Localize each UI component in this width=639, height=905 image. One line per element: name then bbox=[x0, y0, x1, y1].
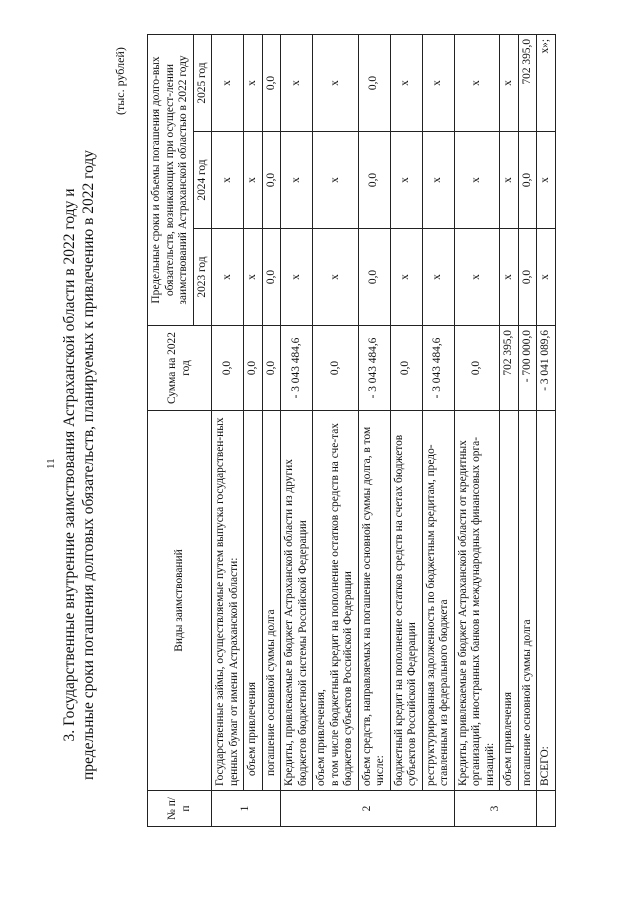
header-row bbox=[148, 34, 194, 826]
borrowings-table bbox=[147, 34, 556, 827]
table-row bbox=[390, 34, 422, 826]
row-2024: x bbox=[422, 132, 454, 229]
row-number: 3 bbox=[454, 791, 537, 827]
row-2024: 0,0 bbox=[262, 132, 281, 229]
row-sum: 0,0 bbox=[212, 326, 244, 411]
row-2024: 0,0 bbox=[358, 132, 390, 229]
document-title bbox=[60, 65, 98, 865]
table-row bbox=[212, 34, 244, 826]
row-2023: x bbox=[212, 229, 244, 326]
row-sum: 0,0 bbox=[454, 326, 500, 411]
row-2024: x bbox=[537, 132, 556, 229]
table-row bbox=[358, 34, 390, 826]
table-row bbox=[518, 34, 537, 826]
row-2024: x bbox=[281, 132, 313, 229]
row-2023: x bbox=[454, 229, 500, 326]
row-2023: x bbox=[390, 229, 422, 326]
table-row bbox=[500, 34, 519, 826]
row-2023: x bbox=[244, 229, 263, 326]
page-number: 11 bbox=[45, 458, 57, 469]
header-2025: 2025 год bbox=[193, 34, 212, 131]
row-sum: - 3 041 089,6 bbox=[537, 326, 556, 411]
table-row bbox=[262, 34, 281, 826]
table-row bbox=[281, 34, 313, 826]
row-name: объем привлечения bbox=[244, 411, 263, 791]
row-sum: 0,0 bbox=[390, 326, 422, 411]
row-2025: 702 395,0 bbox=[518, 34, 537, 131]
row-name: Кредиты, привлекаемые в бюджет Астраханской области из других бюджетов бюджетной системы Российской Федерации bbox=[281, 411, 313, 791]
row-sum: - 3 043 484,6 bbox=[281, 326, 313, 411]
row-2023: x bbox=[281, 229, 313, 326]
row-name: реструктурированная задолженность по бюджетным кредитам, предо-ставленным из федерального бюджета bbox=[422, 411, 454, 791]
row-2025: x bbox=[454, 34, 500, 131]
header-limits: Предельные сроки и объемы погашения долго-вых обязательств, возникающих при осущест-лении заимствований Астраханской областью в 2022 году bbox=[148, 34, 194, 325]
row-2025: x bbox=[212, 34, 244, 131]
row-2025: 0,0 bbox=[358, 34, 390, 131]
row-2023: x bbox=[537, 229, 556, 326]
row-2023: 0,0 bbox=[262, 229, 281, 326]
row-name: Кредиты, привлекаемые в бюджет Астраханской области от кредитных организаций, иностранных банков и международных финансовых орга-низаций: bbox=[454, 411, 500, 791]
row-2025: x bbox=[313, 34, 359, 131]
row-name-subline: в том числе бюджетный кредит на пополнение остатков средств на сче-тах бюджетов субъектов Российской Федерации bbox=[328, 423, 354, 786]
row-sum: 0,0 bbox=[244, 326, 263, 411]
row-name: объем средств, направляемых на погашение основной суммы долга, в том числе: bbox=[358, 411, 390, 791]
row-2023: x bbox=[422, 229, 454, 326]
header-type: Виды заимствований bbox=[148, 411, 212, 791]
header-2023: 2023 год bbox=[193, 229, 212, 326]
row-number: 1 bbox=[212, 791, 281, 827]
row-sum: 0,0 bbox=[262, 326, 281, 411]
row-2025: x bbox=[422, 34, 454, 131]
row-2024: x bbox=[390, 132, 422, 229]
row-number: 2 bbox=[281, 791, 455, 827]
row-2024: x bbox=[500, 132, 519, 229]
header-2024: 2024 год bbox=[193, 132, 212, 229]
title-line-2: предельные сроки погашения долговых обязательств, планируемых к привлечению в 2022 году bbox=[80, 149, 97, 781]
row-sum: - 3 043 484,6 bbox=[422, 326, 454, 411]
row-2025: x bbox=[244, 34, 263, 131]
row-name: бюджетный кредит на пополнение остатков средств на счетах бюджетов субъектов Российской Федерации bbox=[390, 411, 422, 791]
header-sum: Сумма на 2022 год bbox=[148, 326, 212, 411]
row-2024: x bbox=[454, 132, 500, 229]
row-2025: x bbox=[500, 34, 519, 131]
row-2024: x bbox=[212, 132, 244, 229]
row-2023: 0,0 bbox=[358, 229, 390, 326]
row-name: Государственные займы, осуществляемые путем выпуска государствен-ных ценных бумаг от имени Астраханской области: bbox=[212, 411, 244, 791]
table-row bbox=[313, 34, 359, 826]
row-2025: 0,0 bbox=[262, 34, 281, 131]
row-sum: - 3 043 484,6 bbox=[358, 326, 390, 411]
header-num: № п/п bbox=[148, 791, 212, 827]
row-name-line: объем привлечения, bbox=[315, 689, 327, 786]
row-2024: x bbox=[313, 132, 359, 229]
table-row bbox=[422, 34, 454, 826]
row-name: погашение основной суммы долга bbox=[518, 411, 537, 791]
row-2025: x bbox=[281, 34, 313, 131]
row-sum: 702 395,0 bbox=[500, 326, 519, 411]
row-2024: x bbox=[244, 132, 263, 229]
row-2024: 0,0 bbox=[518, 132, 537, 229]
table-row bbox=[454, 34, 500, 826]
row-name: ВСЕГО: bbox=[537, 411, 556, 791]
row-2025: x»; bbox=[537, 34, 556, 131]
row-sum: - 700 000,0 bbox=[518, 326, 537, 411]
title-line-1: 3. Государственные внутренние заимствования Астраханской области в 2022 году и bbox=[61, 188, 78, 742]
row-name bbox=[313, 411, 359, 791]
row-sum: 0,0 bbox=[313, 326, 359, 411]
row-2023: 0,0 bbox=[518, 229, 537, 326]
row-2025: x bbox=[390, 34, 422, 131]
unit-label: (тыс. рублей) bbox=[113, 47, 127, 115]
row-2023: x bbox=[500, 229, 519, 326]
row-2023: x bbox=[313, 229, 359, 326]
row-name: погашение основной суммы долга bbox=[262, 411, 281, 791]
table-row bbox=[244, 34, 263, 826]
row-number bbox=[537, 791, 556, 827]
total-row bbox=[537, 34, 556, 826]
row-name: объем привлечения bbox=[500, 411, 519, 791]
